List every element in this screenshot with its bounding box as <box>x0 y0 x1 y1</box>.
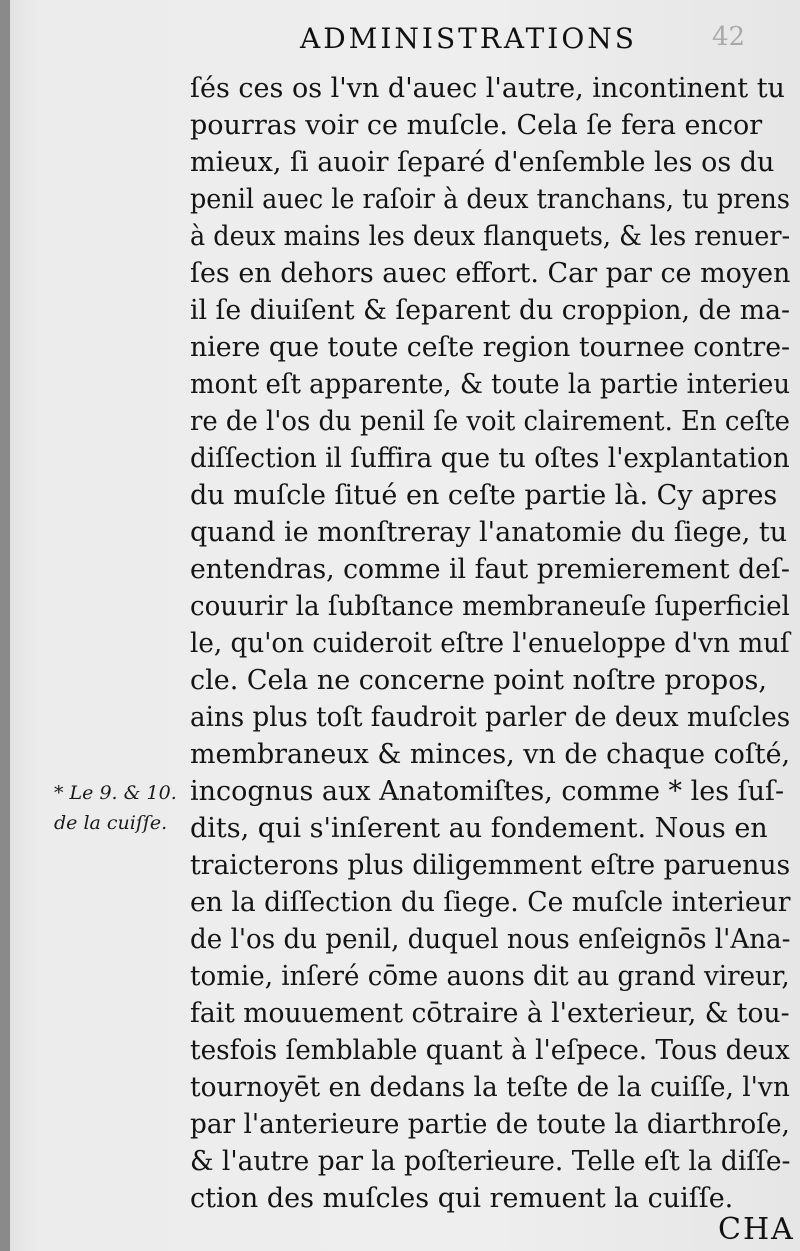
text-line: par l'anterieure partie de toute la diarthroſe, <box>190 1109 790 1140</box>
margin-note-line: * Le 9. & 10. <box>54 782 177 804</box>
text-line: en la diſſection du ſiege. Ce muſcle interieur <box>190 887 791 918</box>
text-line: ſés ces os l'vn d'auec l'autre, incontinent tu <box>190 73 785 104</box>
text-line: pourras voir ce muſcle. Cela ſe fera encor <box>190 110 763 141</box>
text-line: mieux, ſi auoir ſeparé d'enſemble les os du <box>190 147 775 178</box>
page-gutter <box>0 0 10 1251</box>
text-line: membraneux & minces, vn de chaque coſté, <box>190 739 791 770</box>
text-line: cle. Cela ne concerne point noſtre propos, <box>190 665 767 696</box>
text-line: penil auec le raſoir à deux tranchans, tu prens <box>190 184 790 215</box>
text-line: ains plus toſt faudroit parler de deux muſcles <box>190 702 791 733</box>
text-line: ction des muſcles qui remuent la cuiſſe. <box>190 1183 734 1214</box>
page-number: 42 <box>712 22 746 52</box>
text-line: couurir la ſubſtance membraneuſe ſuperficiel <box>190 591 790 622</box>
text-line: incognus aux Anatomiſtes, comme * les ſuſ- <box>190 776 785 807</box>
text-line: entendras, comme il faut premierement deſ- <box>190 554 790 585</box>
text-line: du muſcle ſitué en ceſte partie là. Cy apres <box>190 480 778 511</box>
text-line: diſſection il ſuffira que tu oſtes l'explantation <box>190 443 790 474</box>
text-line: tournoyēt en dedans la teſte de la cuiſſe, l'vn <box>190 1072 790 1103</box>
text-line: niere que toute ceſte region tournee contre- <box>190 332 791 363</box>
text-line: le, qu'on cuideroit eſtre l'enueloppe d'vn muſ <box>190 628 790 659</box>
text-line: de l'os du penil, duquel nous enſeignōs l'Ana- <box>190 924 791 955</box>
text-line: tesfois ſemblable quant à l'eſpece. Tous deux <box>190 1035 790 1066</box>
margin-note-line: de la cuiſſe. <box>54 812 168 834</box>
text-line: dits, qui s'inſerent au fondement. Nous en <box>190 813 768 844</box>
text-line: à deux mains les deux flanquets, & les renuer- <box>190 221 791 252</box>
text-line: re de l'os du penil ſe voit clairement. En ceſte <box>190 406 790 437</box>
text-line: tomie, inſeré cōme auons dit au grand vireur, <box>190 961 790 992</box>
text-line: mont eſt apparente, & toute la partie interieu <box>190 369 791 400</box>
text-line: il ſe diuiſent & ſeparent du croppion, de ma- <box>190 295 791 326</box>
text-line: traicterons plus diligemment eſtre paruenus <box>190 850 791 881</box>
body-text <box>190 70 790 1217</box>
running-head: ADMINISTRATIONS <box>300 22 637 55</box>
text-line: fait mouuement cōtraire à l'exterieur, & tou- <box>190 998 790 1029</box>
margin-note <box>54 778 177 838</box>
text-line: & l'autre par la poſterieure. Telle eſt la diſſe- <box>190 1146 791 1177</box>
catchword: CHA <box>718 1212 795 1247</box>
text-line: ſes en dehors auec effort. Car par ce moyen <box>190 258 791 289</box>
text-line: quand ie monſtreray l'anatomie du ſiege, tu <box>190 517 788 548</box>
